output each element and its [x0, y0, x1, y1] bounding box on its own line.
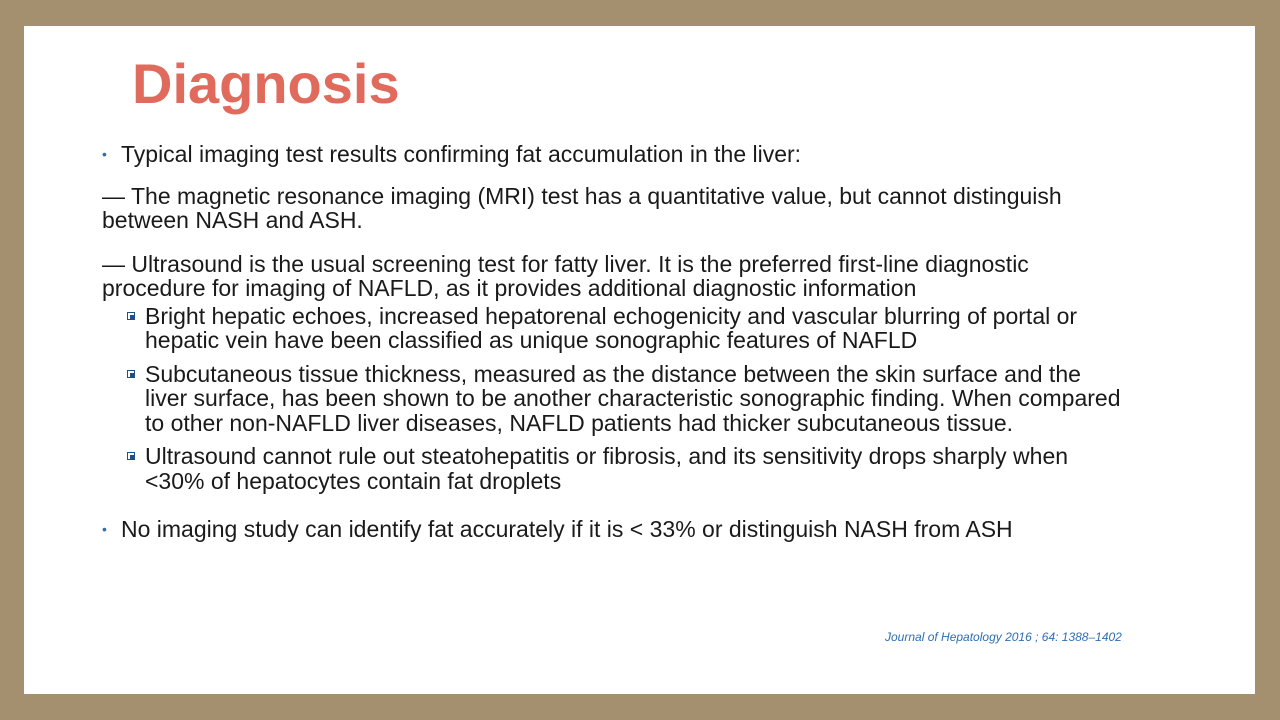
slide-title: Diagnosis — [132, 52, 400, 115]
sub-item-text: Bright hepatic echoes, increased hepatorenal echogenicity and vascular blurring of portal or hepatic vein have been classified as unique sonographic features of NAFLD — [145, 302, 1078, 353]
bullet-text: No imaging study can identify fat accurately if it is < 33% or distinguish NASH from ASH — [121, 516, 1013, 542]
sub-item-text: Ultrasound cannot rule out steatohepatitis or fibrosis, and its sensitivity drops sharply when <30% of hepatocytes contain fat droplets — [145, 443, 1069, 494]
sub-item — [102, 444, 1122, 493]
checkbox-bullet-icon — [127, 452, 135, 460]
bullet-dot-icon: • — [102, 521, 107, 537]
bullet-item — [102, 517, 1122, 542]
slide — [24, 26, 1255, 694]
checkbox-bullet-icon — [127, 312, 135, 320]
sub-item — [102, 304, 1122, 353]
citation: Journal of Hepatology 2016 ; 64: 1388–1402 — [885, 630, 1122, 644]
paragraph-mri: — The magnetic resonance imaging (MRI) test has a quantitative value, but cannot distinguish between NASH and ASH. — [102, 182, 1062, 233]
checkbox-bullet-icon — [127, 370, 135, 378]
sub-item — [102, 362, 1122, 436]
slide-content — [102, 142, 1122, 542]
paragraph-ultrasound: — Ultrasound is the usual screening test for fatty liver. It is the preferred first-line diagnostic procedure for imaging of NAFLD, as it provides additional diagnostic information — [102, 250, 1029, 301]
sub-item-text: Subcutaneous tissue thickness, measured as the distance between the skin surface and the liver surface, has been shown to be another characteristic sonographic finding. When compared to other non-NAFLD liver diseases, NAFLD patients had thicker subcutaneous tissue. — [145, 360, 1121, 436]
bullet-item — [102, 142, 1122, 167]
bullet-text: Typical imaging test results confirming fat accumulation in the liver: — [121, 141, 802, 167]
bullet-dot-icon: • — [102, 146, 107, 162]
